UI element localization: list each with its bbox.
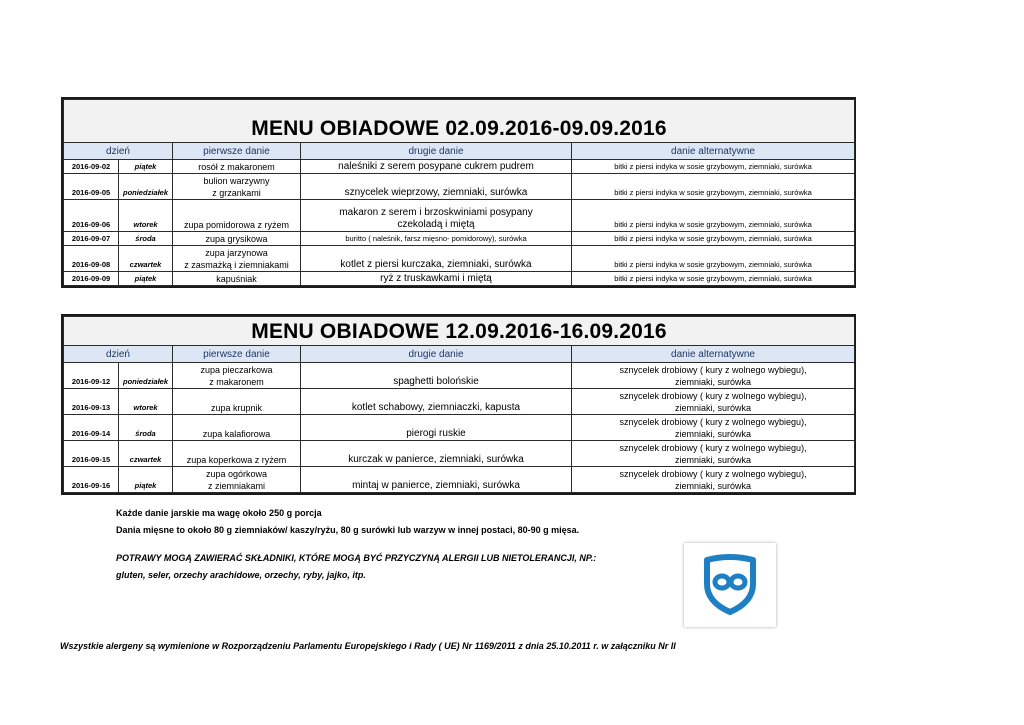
first-course	[173, 174, 301, 200]
second-course	[301, 200, 572, 232]
alternative-course-line: sznycelek drobiowy ( kury z wolnego wybiegu),	[619, 443, 807, 453]
day-date: 2016-09-05	[64, 174, 119, 200]
logo	[684, 543, 776, 627]
menu-row	[64, 232, 855, 246]
header-alternative: danie alternatywne	[572, 143, 855, 160]
allergy-list: gluten, seler, orzechy arachidowe, orzechy, ryby, jajko, itp.	[116, 570, 366, 580]
header-day: dzień	[64, 346, 173, 363]
second-course	[301, 467, 572, 493]
first-course-line: zupa jarzynowa	[205, 248, 268, 258]
first-course-line: rosół z makaronem	[198, 162, 275, 172]
alternative-course	[572, 363, 855, 389]
second-course-line: sznycelek wieprzowy, ziemniaki, surówka	[344, 187, 528, 198]
day-name: środa	[119, 232, 173, 246]
header-alternative: danie alternatywne	[572, 346, 855, 363]
menu-row	[64, 160, 855, 174]
menu-row	[64, 174, 855, 200]
second-course	[301, 174, 572, 200]
day-date: 2016-09-16	[64, 467, 119, 493]
alternative-course	[572, 272, 855, 286]
first-course-line: zupa koperkowa z ryżem	[186, 455, 287, 465]
alternative-course	[572, 389, 855, 415]
alternative-course	[572, 415, 855, 441]
first-course-line: zupa pieczarkowa	[200, 365, 273, 375]
day-date: 2016-09-13	[64, 389, 119, 415]
first-course-line: z makaronem	[209, 377, 264, 387]
alternative-course-line: sznycelek drobiowy ( kury z wolnego wybiegu),	[619, 417, 807, 427]
second-course-line: buritto ( naleśnik, farsz mięsno- pomidorowy), surówka	[345, 234, 527, 243]
portion-notes	[116, 505, 579, 539]
first-course	[173, 441, 301, 467]
allergy-warning	[116, 550, 596, 584]
second-course	[301, 363, 572, 389]
menu-title: MENU OBIADOWE 12.09.2016-16.09.2016	[64, 317, 855, 346]
header-first-course: pierwsze danie	[173, 346, 301, 363]
second-course	[301, 246, 572, 272]
first-course	[173, 200, 301, 232]
alternative-course-line: ziemniaki, surówka	[675, 455, 752, 465]
second-course	[301, 389, 572, 415]
first-course-line: kapuśniak	[216, 274, 257, 284]
first-course	[173, 467, 301, 493]
alternative-course-line: bitki z piersi indyka w sosie grzybowym, ziemniaki, surówka	[614, 220, 812, 229]
first-course-line: z grzankami	[212, 188, 261, 198]
menu-row	[64, 441, 855, 467]
day-date: 2016-09-07	[64, 232, 119, 246]
menu-row	[64, 389, 855, 415]
allergy-heading: POTRAWY MOGĄ ZAWIERAĆ SKŁADNIKI, KTÓRE MOGĄ BYĆ PRZYCZYNĄ ALERGII LUB NIETOLERANCJI, NP.:	[116, 553, 597, 563]
first-course	[173, 246, 301, 272]
second-course	[301, 232, 572, 246]
alternative-course-line: ziemniaki, surówka	[675, 429, 752, 439]
second-course-line: spaghetti bolońskie	[393, 376, 479, 387]
day-name: czwartek	[119, 246, 173, 272]
footer-regulation: Wszystkie alergeny są wymienione w Rozporządzeniu Parlamentu Europejskiego i Rady ( UE) Nr 1169/2011 z dnia 25.10.2011 r. w załączniku Nr II	[60, 641, 676, 651]
menu-row	[64, 272, 855, 286]
second-course-line: ryż z truskawkami i miętą	[380, 273, 492, 284]
note-meat: Dania mięsne to około 80 g ziemniaków/ kaszy/ryżu, 80 g surówki lub warzyw w innej postaci, 80-90 g mięsa.	[116, 525, 580, 535]
alternative-course-line: bitki z piersi indyka w sosie grzybowym, ziemniaki, surówka	[614, 274, 812, 283]
day-date: 2016-09-08	[64, 246, 119, 272]
header-first-course: pierwsze danie	[173, 143, 301, 160]
alternative-course	[572, 160, 855, 174]
alternative-course	[572, 232, 855, 246]
alternative-course-line: ziemniaki, surówka	[675, 377, 752, 387]
day-date: 2016-09-14	[64, 415, 119, 441]
first-course	[173, 160, 301, 174]
second-course-line: kurczak w panierce, ziemniaki, surówka	[348, 454, 524, 465]
day-date: 2016-09-06	[64, 200, 119, 232]
second-course-line: pierogi ruskie	[406, 428, 466, 439]
note-vegetarian: Każde danie jarskie ma wagę około 250 g porcja	[116, 508, 322, 518]
menu-row	[64, 467, 855, 493]
day-name: poniedziałek	[119, 363, 173, 389]
second-course-line: kotlet schabowy, ziemniaczki, kapusta	[351, 402, 521, 413]
header-second-course: drugie danie	[301, 143, 572, 160]
alternative-course-line: sznycelek drobiowy ( kury z wolnego wybiegu),	[619, 391, 807, 401]
menu-table-week2	[61, 314, 856, 495]
second-course	[301, 441, 572, 467]
day-name: piątek	[119, 467, 173, 493]
menu-title: MENU OBIADOWE 02.09.2016-09.09.2016	[64, 100, 855, 143]
first-course	[173, 232, 301, 246]
first-course-line: z zasmażką i ziemniakami	[184, 260, 289, 270]
header-day: dzień	[64, 143, 173, 160]
first-course-line: zupa grysikowa	[205, 234, 268, 244]
first-course	[173, 363, 301, 389]
first-course-line: bulion warzywny	[203, 176, 270, 186]
second-course-line: makaron z serem i brzoskwiniami posypany	[339, 207, 533, 218]
day-name: czwartek	[119, 441, 173, 467]
menu-table-week1	[61, 97, 856, 288]
alternative-course-line: bitki z piersi indyka w sosie grzybowym, ziemniaki, surówka	[614, 260, 812, 269]
first-course-line: zupa kalafiorowa	[202, 429, 271, 439]
menu-row	[64, 415, 855, 441]
first-course-line: zupa ogórkowa	[205, 469, 268, 479]
day-date: 2016-09-09	[64, 272, 119, 286]
day-date: 2016-09-02	[64, 160, 119, 174]
alternative-course	[572, 467, 855, 493]
day-date: 2016-09-15	[64, 441, 119, 467]
second-course-line: mintaj w panierce, ziemniaki, surówka	[352, 480, 520, 491]
second-course-line: naleśniki z serem posypane cukrem pudrem	[338, 161, 534, 172]
first-course-line: zupa pomidorowa z ryżem	[183, 220, 290, 230]
menu-row	[64, 200, 855, 232]
menu-row	[64, 246, 855, 272]
second-course	[301, 160, 572, 174]
second-course	[301, 415, 572, 441]
alternative-course-line: bitki z piersi indyka w sosie grzybowym, ziemniaki, surówka	[614, 234, 812, 243]
first-course	[173, 272, 301, 286]
alternative-course	[572, 441, 855, 467]
second-course-line: czekoladą i miętą	[397, 219, 475, 230]
day-name: piątek	[119, 160, 173, 174]
second-course	[301, 272, 572, 286]
alternative-course-line: ziemniaki, surówka	[675, 403, 752, 413]
first-course-line: z ziemniakami	[207, 481, 265, 491]
day-name: wtorek	[119, 200, 173, 232]
first-course-line: zupa krupnik	[210, 403, 263, 413]
day-name: poniedziałek	[119, 174, 173, 200]
alternative-course-line: sznycelek drobiowy ( kury z wolnego wybiegu),	[619, 469, 807, 479]
day-date: 2016-09-12	[64, 363, 119, 389]
day-name: środa	[119, 415, 173, 441]
menu-row	[64, 363, 855, 389]
second-course-line: kotlet z piersi kurczaka, ziemniaki, surówka	[340, 259, 532, 270]
day-name: wtorek	[119, 389, 173, 415]
header-second-course: drugie danie	[301, 346, 572, 363]
alternative-course-line: ziemniaki, surówka	[675, 481, 752, 491]
alternative-course-line: bitki z piersi indyka w sosie grzybowym, ziemniaki, surówka	[614, 188, 812, 197]
first-course	[173, 415, 301, 441]
shield-infinity-logo-icon	[701, 554, 759, 616]
alternative-course-line: sznycelek drobiowy ( kury z wolnego wybiegu),	[619, 365, 807, 375]
day-name: piątek	[119, 272, 173, 286]
alternative-course	[572, 174, 855, 200]
first-course	[173, 389, 301, 415]
alternative-course-line: bitki z piersi indyka w sosie grzybowym, ziemniaki, surówka	[614, 162, 812, 171]
alternative-course	[572, 200, 855, 232]
alternative-course	[572, 246, 855, 272]
